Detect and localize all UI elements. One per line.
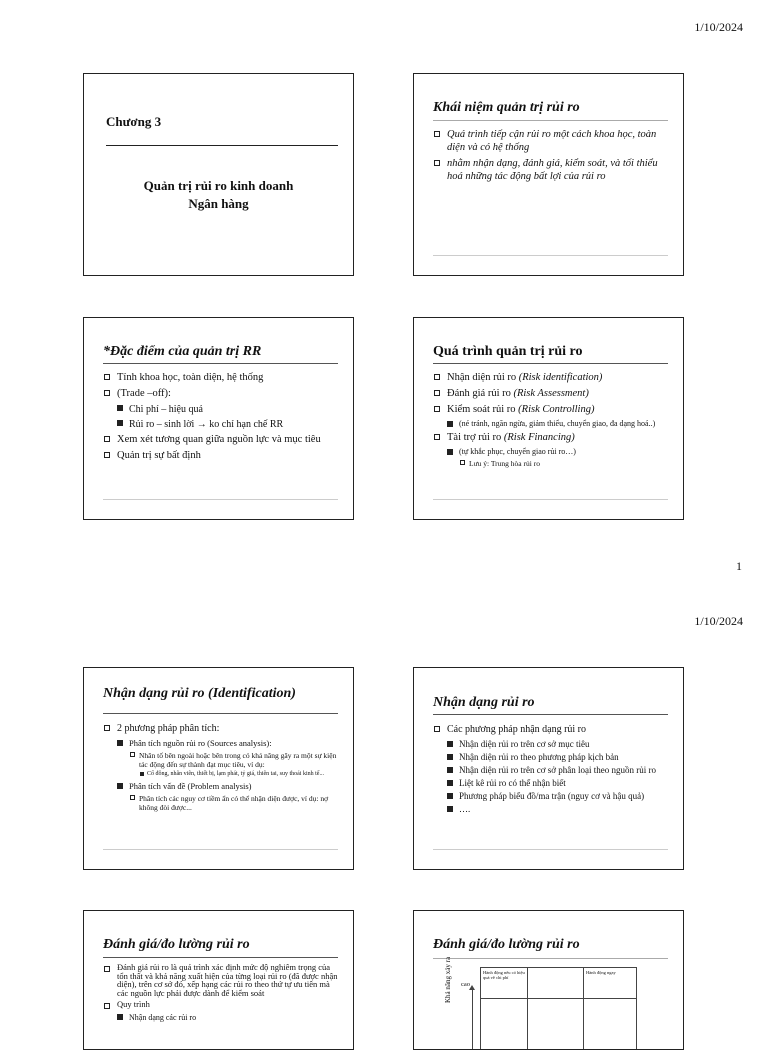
divider — [433, 363, 668, 364]
sub-bullet-item: Nhận dạng các rủi ro — [103, 1012, 338, 1023]
slide-body — [103, 722, 338, 814]
bullet-item: (Trade –off): — [103, 387, 338, 400]
footer-rule — [103, 849, 338, 850]
chapter-label: Chương 3 — [106, 114, 162, 129]
slide-title: Khái niệm quản trị rủi ro — [433, 100, 580, 115]
sub-bullet-item: Nhận diện rủi ro trên cơ sở mục tiêu — [433, 739, 668, 750]
sub-bullet-item: Rủi ro – sinh lời → ko chỉ hạn chế RR — [103, 418, 338, 431]
page-number: 1 — [736, 559, 742, 573]
sub-bullet-item: (né tránh, ngăn ngừa, giảm thiểu, chuyển giao, đa dạng hoá..) — [433, 419, 668, 429]
bullet-item — [433, 371, 668, 384]
slide-title: Nhận dạng rủi ro (Identification) — [103, 686, 296, 701]
bullet-text: Nhận diện rủi ro — [447, 372, 517, 383]
slide-cover — [83, 73, 354, 276]
slide-body — [433, 371, 668, 470]
slide-title: *Đặc điểm của quản trị RR — [103, 344, 262, 359]
sub-bullet-item: Phân tích nguồn rủi ro (Sources analysis): — [103, 738, 338, 749]
footer-rule — [433, 499, 668, 500]
bullet-item: Quản trị sự bất định — [103, 449, 338, 462]
slide-risk-matrix — [413, 910, 684, 1050]
bullet-item: nhằm nhận dạng, đánh giá, kiểm soát, và tối thiểu hoá những tác động bất lợi của rủi ro — [433, 157, 668, 183]
bullet-note: (Risk Financing) — [503, 432, 575, 443]
sub-bullet-item: Phương pháp biểu đồ/ma trận (nguy cơ và hậu quả) — [433, 791, 668, 802]
slide-title: Nhận dạng rủi ro — [433, 695, 535, 710]
page-date: 1/10/2024 — [694, 614, 743, 628]
sub-sub-bullet-item: Phân tích các nguy cơ tiềm ẩn có thể nhận diện được, ví dụ: nợ không đòi được... — [103, 794, 338, 812]
detail-item: Cổ đông, nhân viên, thiết bị, lạm phát, tỷ giá, thiên tai, suy thoái kinh tế... — [103, 771, 338, 779]
cover-title-line: Ngân hàng — [188, 196, 249, 211]
slide-characteristics — [83, 317, 354, 520]
cover-title — [84, 177, 353, 213]
bullet-item: Tính khoa học, toàn diện, hệ thống — [103, 371, 338, 384]
slide-identification-methods — [413, 667, 684, 870]
divider — [103, 713, 338, 714]
y-axis-line — [472, 989, 473, 1050]
footer-rule — [433, 255, 668, 256]
divider — [433, 714, 668, 715]
divider — [103, 363, 338, 364]
sub-bullet-item: Nhận diện rủi ro theo phương pháp kịch bản — [433, 752, 668, 763]
bullet-item: Các phương pháp nhận dạng rủi ro — [433, 723, 668, 736]
y-axis-label: Khả năng xảy ra — [444, 956, 452, 1003]
slide-body — [433, 723, 668, 817]
sub-bullet-item: Nhận diện rủi ro trên cơ sở phân loại theo nguồn rủi ro — [433, 765, 668, 776]
slide-identification — [83, 667, 354, 870]
sub-sub-bullet-item: Lưu ý: Trung hòa rủi ro — [433, 459, 668, 468]
divider — [106, 145, 338, 146]
sub-bullet-item: Liệt kê rủi ro có thể nhận biết — [433, 778, 668, 789]
bullet-text: Đánh giá rủi ro — [447, 388, 511, 399]
bullet-item: Quá trình tiếp cận rủi ro một cách khoa học, toàn diện và có hệ thống — [433, 128, 668, 154]
bullet-item: Xem xét tương quan giữa nguồn lực và mục tiêu — [103, 433, 338, 446]
sub-bullet-item: …. — [433, 804, 668, 815]
page-date: 1/10/2024 — [694, 20, 743, 34]
risk-matrix — [480, 967, 637, 1050]
cover-title-line: Quản trị rủi ro kinh doanh — [143, 178, 294, 193]
sub-bullet-item: Chi phí – hiệu quả — [103, 403, 338, 416]
divider — [433, 120, 668, 121]
bullet-item — [433, 387, 668, 400]
matrix-gridline — [583, 968, 584, 1050]
bullet-note: (Risk Controlling) — [518, 404, 595, 415]
sub-sub-bullet-item: Nhân tố bên ngoài hoặc bên trong có khả năng gây ra một sự kiện tác động đến sự thành đạt mục tiêu, ví dụ: — [103, 751, 338, 769]
bullet-note: (Risk Assessment) — [513, 388, 589, 399]
sub-bullet-item: (tự khắc phục, chuyển giao rủi ro…) — [433, 447, 668, 457]
bullet-item: 2 phương pháp phân tích: — [103, 722, 338, 735]
slide-assessment — [83, 910, 354, 1050]
bullet-item: Quy trình — [103, 1000, 338, 1009]
bullet-item — [433, 403, 668, 416]
slide-definition — [413, 73, 684, 276]
footer-rule — [103, 499, 338, 500]
slide-title: Đánh giá/đo lường rủi ro — [103, 937, 250, 952]
bullet-item: Đánh giá rủi ro là quá trình xác định mức độ nghiêm trọng của tổn thất và khả năng xuất hiện của từng loại rủi ro (đã được nhận diện), trên cơ sở đó, xếp hạng các rủi ro theo thứ tự ưu tiên mà các nguồn lực phải được dành để kiểm soát — [103, 963, 338, 997]
matrix-gridline — [481, 998, 636, 999]
slide-body — [103, 371, 338, 465]
sub-bullet-item: Phân tích vấn đề (Problem analysis) — [103, 781, 338, 792]
slide-title: Quá trình quản trị rủi ro — [433, 344, 583, 359]
matrix-cell-text: Hành động nếu có hiệu quả về chi phí — [483, 970, 525, 980]
divider — [103, 957, 338, 958]
slide-process — [413, 317, 684, 520]
y-tick-high: cao — [461, 981, 471, 988]
slide-body — [103, 963, 338, 1025]
bullet-note: (Risk identification) — [518, 372, 603, 383]
divider — [433, 958, 668, 959]
footer-rule — [433, 849, 668, 850]
bullet-text: Kiểm soát rủi ro — [447, 404, 516, 415]
bullet-item — [433, 431, 668, 444]
matrix-cell-text: Hành động ngay — [586, 970, 616, 975]
slide-title: Đánh giá/đo lường rủi ro — [433, 937, 580, 952]
bullet-text: Tài trợ rủi ro — [447, 432, 502, 443]
slide-body — [433, 128, 668, 186]
matrix-gridline — [527, 968, 528, 1050]
